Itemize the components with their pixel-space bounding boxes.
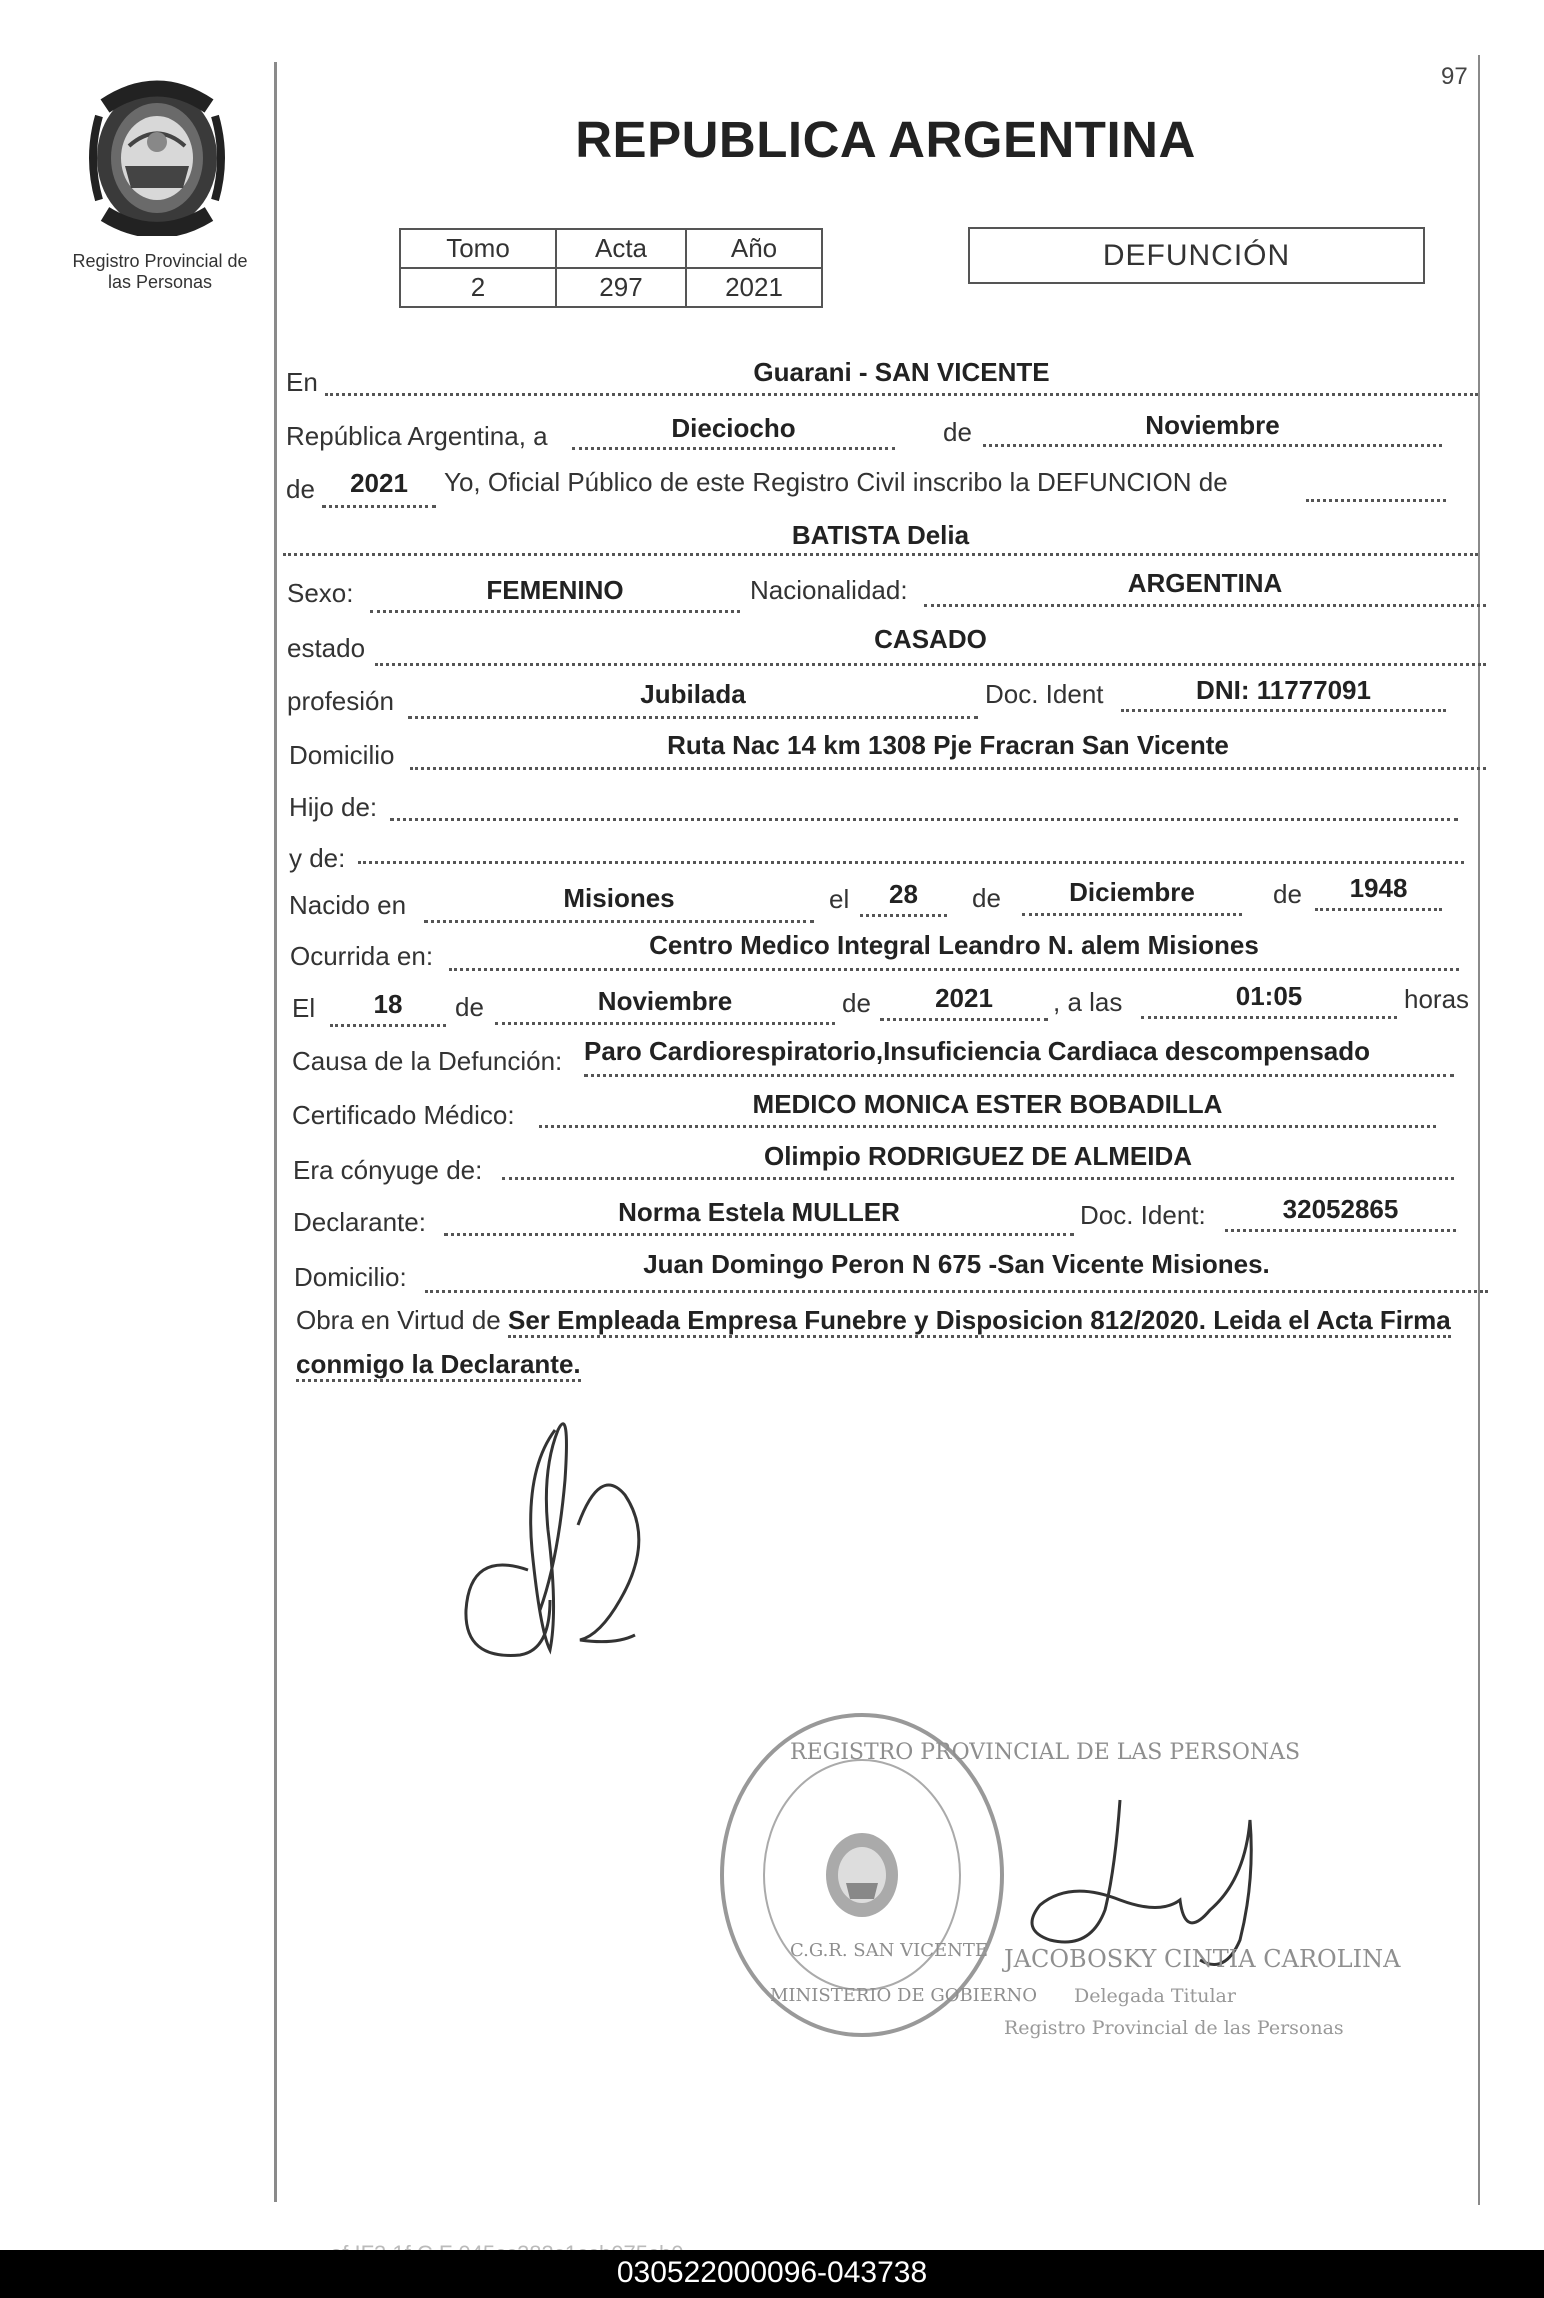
value-doc-id: DNI: 11777091	[1196, 675, 1371, 705]
value-birth-year: 1948	[1349, 873, 1408, 903]
label-ocurrida: Ocurrida en:	[290, 941, 434, 971]
act-type-box: DEFUNCIÓN	[968, 227, 1425, 284]
registry-name	[50, 251, 270, 293]
footer-document-code: 030522000096-043738	[616, 2256, 928, 2289]
label-de-4: de	[1273, 879, 1302, 909]
value-certifier: MEDICO MONICA ESTER BOBADILLA	[752, 1089, 1223, 1119]
label-doc-ident-2: Doc. Ident:	[1080, 1200, 1206, 1230]
value-death-month: Noviembre	[597, 986, 733, 1016]
label-a-las: , a las	[1053, 987, 1123, 1017]
dotted-line-cause	[584, 1074, 1454, 1077]
stamp-ministry: MINISTERIO DE GOBIERNO	[770, 1985, 1037, 2006]
label-republica: República Argentina, a	[286, 421, 548, 451]
dotted-line-profession	[408, 716, 978, 719]
value-declarant: Norma Estela MULLER	[618, 1197, 900, 1227]
act-table-header-row	[400, 229, 822, 268]
label-profesion: profesión	[287, 686, 394, 716]
act-header-tomo: Tomo	[400, 229, 556, 268]
label-doc-ident: Doc. Ident	[985, 679, 1104, 709]
value-nationality: ARGENTINA	[1127, 568, 1283, 598]
dotted-line-birth-month	[1022, 913, 1242, 916]
act-header-acta: Acta	[556, 229, 686, 268]
dotted-line-civil-status	[375, 663, 1486, 666]
label-domicilio-2: Domicilio:	[294, 1262, 407, 1292]
dotted-line-doc-id	[1121, 709, 1446, 712]
value-birth-place: Misiones	[563, 883, 675, 913]
dotted-line-hijo-de	[390, 818, 1458, 821]
dotted-line-declarant-address	[425, 1290, 1488, 1293]
label-de-3: de	[972, 883, 1001, 913]
label-domicilio: Domicilio	[289, 740, 395, 770]
value-authority: Ser Empleada Empresa Funebre y Disposicion 812/2020. Leida el Acta Firma conmigo la Declarante.	[296, 1305, 1451, 1382]
label-en: En	[286, 367, 318, 397]
label-obra: Obra en Virtud de	[296, 1305, 501, 1335]
stamp-officer-org: Registro Provincial de las Personas	[1004, 2017, 1344, 2039]
stamp-round-text: REGISTRO PROVINCIAL DE LAS PERSONAS	[790, 1740, 1301, 1765]
dotted-line-declarant	[444, 1233, 1074, 1236]
dotted-line-death-year	[880, 1018, 1048, 1021]
label-certificado: Certificado Médico:	[292, 1100, 515, 1130]
dotted-line-death-place	[449, 968, 1459, 971]
margin-line-right	[1478, 55, 1480, 2205]
label-causa: Causa de la Defunción:	[292, 1046, 563, 1076]
document-title: REPUBLICA ARGENTINA	[575, 111, 1196, 168]
dotted-line-sex	[370, 610, 740, 613]
label-hijo-de: Hijo de:	[289, 792, 378, 822]
value-birth-day: 28	[889, 879, 918, 909]
dotted-line-yo-end	[1306, 499, 1446, 502]
label-el: el	[829, 884, 850, 914]
dotted-line-certifier	[539, 1125, 1436, 1128]
act-value-acta: 297	[556, 268, 686, 307]
stamp-office: C.G.R. SAN VICENTE	[790, 1940, 989, 1961]
label-el-2: El	[292, 993, 316, 1023]
stamp-officer-name: JACOBOSKY CINTIA CAROLINA	[1004, 1945, 1401, 1973]
dotted-line-day	[572, 447, 895, 450]
label-horas: horas	[1404, 984, 1470, 1014]
dotted-line-spouse	[502, 1177, 1454, 1180]
value-year: 2021	[350, 468, 408, 498]
dotted-line-deceased	[283, 553, 1478, 556]
dotted-line-nationality	[924, 604, 1486, 607]
label-de-5: de	[455, 992, 484, 1022]
label-de-1: de	[943, 417, 972, 447]
value-birth-month: Diciembre	[1069, 877, 1195, 907]
act-header-anio: Año	[686, 229, 822, 268]
value-death-day: 18	[373, 989, 403, 1019]
registry-name-line1: Registro Provincial de	[72, 251, 248, 271]
dotted-line-year	[322, 505, 436, 508]
dotted-line-birth-place	[424, 920, 814, 923]
value-profession: Jubilada	[640, 679, 746, 709]
value-death-time: 01:05	[1235, 981, 1303, 1011]
dotted-line-death-time	[1141, 1016, 1397, 1019]
label-declarante: Declarante:	[293, 1207, 426, 1237]
value-civil-status: CASADO	[874, 624, 987, 654]
dotted-line-month	[983, 444, 1442, 447]
act-value-tomo: 2	[400, 268, 556, 307]
authority-paragraph	[296, 1298, 1488, 1386]
label-yo-oficial: Yo, Oficial Público de este Registro Civil inscribo la DEFUNCION de	[444, 467, 1228, 497]
dotted-line-birth-day	[860, 914, 947, 917]
value-place: Guarani - SAN VICENTE	[753, 357, 1050, 387]
value-death-place: Centro Medico Integral Leandro N. alem Misiones	[649, 930, 1259, 960]
value-sex: FEMENINO	[486, 575, 624, 605]
label-de-6: de	[842, 988, 871, 1018]
value-spouse: Olimpio RODRIGUEZ DE ALMEIDA	[763, 1141, 1193, 1171]
dotted-line-y-de	[358, 861, 1464, 864]
value-death-year: 2021	[935, 983, 993, 1013]
declarant-signature	[440, 1410, 670, 1670]
dotted-line-declarant-doc	[1225, 1229, 1456, 1232]
value-declarant-address: Juan Domingo Peron N 675 -San Vicente Misiones.	[643, 1249, 1270, 1279]
label-conyuge: Era cónyuge de:	[293, 1155, 483, 1185]
value-declarant-doc: 32052865	[1282, 1194, 1399, 1224]
act-table	[399, 228, 823, 308]
registry-name-line2: las Personas	[107, 272, 213, 292]
dotted-line-death-day	[330, 1024, 446, 1027]
label-de-2: de	[286, 474, 315, 504]
label-sexo: Sexo:	[287, 578, 354, 608]
dotted-line-place	[325, 393, 1478, 396]
dotted-line-death-month	[495, 1022, 835, 1025]
value-address: Ruta Nac 14 km 1308 Pje Fracran San Vicente	[667, 730, 1229, 760]
value-month: Noviembre	[1145, 410, 1280, 440]
label-nacionalidad: Nacionalidad:	[750, 575, 908, 605]
page-number: 97	[1441, 63, 1468, 90]
dotted-line-address	[410, 767, 1486, 770]
stamp-officer-role: Delegada Titular	[1074, 1985, 1236, 2007]
act-table-value-row	[400, 268, 822, 307]
label-y-de: y de:	[289, 843, 346, 873]
label-nacido-en: Nacido en	[289, 890, 407, 920]
label-estado: estado	[287, 633, 366, 663]
value-cause: Paro Cardiorespiratorio,Insuficiencia Cardiaca descompensado	[584, 1036, 1371, 1066]
value-day-text: Dieciocho	[671, 413, 796, 443]
margin-line-left	[274, 62, 277, 2202]
dotted-line-birth-year	[1315, 908, 1442, 911]
value-deceased-name: BATISTA Delia	[791, 520, 970, 550]
act-value-anio: 2021	[686, 268, 822, 307]
